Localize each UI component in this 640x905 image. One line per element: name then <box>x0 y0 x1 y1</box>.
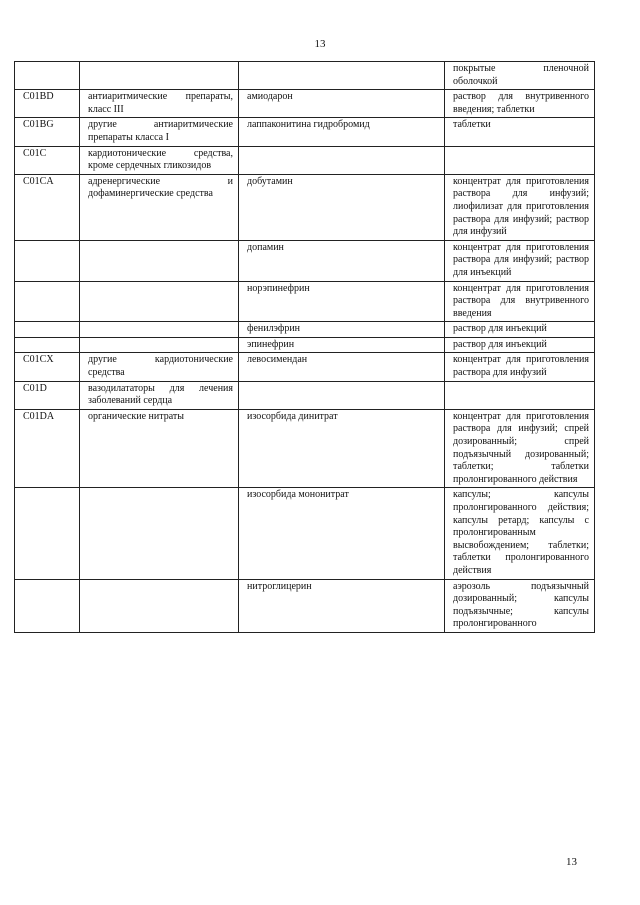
dosage-form-cell: аэрозоль подъязычный дозированный; капсулы подъязычные; капсулы пролонгированного <box>445 579 595 632</box>
dosage-form-cell: таблетки <box>445 118 595 146</box>
atc-code-cell <box>15 62 80 90</box>
drug-name-cell: лаппаконитина гидробромид <box>239 118 445 146</box>
group-name-cell: органические нитраты <box>80 409 239 488</box>
drug-table-body <box>15 62 595 633</box>
atc-code-cell: C01C <box>15 146 80 174</box>
group-name-cell <box>80 579 239 632</box>
dosage-form-cell: раствор для инъекций <box>445 322 595 338</box>
group-name-cell: антиаритмические препараты, класс III <box>80 90 239 118</box>
table-row <box>15 174 595 240</box>
atc-code-cell: C01BG <box>15 118 80 146</box>
drug-name-cell: добутамин <box>239 174 445 240</box>
table-row <box>15 579 595 632</box>
drug-name-cell: амиодарон <box>239 90 445 118</box>
table-row <box>15 62 595 90</box>
drug-table <box>14 61 595 633</box>
drug-name-cell: эпинефрин <box>239 337 445 353</box>
group-name-cell <box>80 281 239 322</box>
drug-name-cell <box>239 62 445 90</box>
atc-code-cell: C01CX <box>15 353 80 381</box>
table-row <box>15 240 595 281</box>
atc-code-cell: C01BD <box>15 90 80 118</box>
group-name-cell <box>80 62 239 90</box>
table-row <box>15 337 595 353</box>
group-name-cell <box>80 337 239 353</box>
drug-name-cell <box>239 381 445 409</box>
dosage-form-cell: капсулы; капсулы пролонгированного действия; капсулы ретард; капсулы с пролонгированным высвобождением; таблетки; таблетки пролонгированного действия <box>445 488 595 579</box>
page-number-bottom: 13 <box>566 856 577 868</box>
atc-code-cell <box>15 579 80 632</box>
table-row <box>15 488 595 579</box>
table-row <box>15 353 595 381</box>
dosage-form-cell <box>445 381 595 409</box>
dosage-form-cell: концентрат для приготовления раствора для инфузий; лиофилизат для приготовления раствора для инфузий; раствор для инфузий <box>445 174 595 240</box>
drug-name-cell: фенилэфрин <box>239 322 445 338</box>
atc-code-cell: C01D <box>15 381 80 409</box>
dosage-form-cell: покрытые пленочной оболочкой <box>445 62 595 90</box>
drug-name-cell <box>239 146 445 174</box>
table-row <box>15 381 595 409</box>
page-number-top: 13 <box>314 38 326 50</box>
dosage-form-cell <box>445 146 595 174</box>
atc-code-cell <box>15 322 80 338</box>
group-name-cell <box>80 322 239 338</box>
dosage-form-cell: раствор для инъекций <box>445 337 595 353</box>
group-name-cell: вазодилататоры для лечения заболеваний сердца <box>80 381 239 409</box>
group-name-cell <box>80 240 239 281</box>
dosage-form-cell: раствор для внутривенного введения; таблетки <box>445 90 595 118</box>
atc-code-cell <box>15 240 80 281</box>
table-row <box>15 90 595 118</box>
drug-name-cell: левосимендан <box>239 353 445 381</box>
group-name-cell: адренергические и дофаминергические средства <box>80 174 239 240</box>
group-name-cell <box>80 488 239 579</box>
drug-name-cell: допамин <box>239 240 445 281</box>
dosage-form-cell: концентрат для приготовления раствора для внутривенного введения <box>445 281 595 322</box>
atc-code-cell: C01CA <box>15 174 80 240</box>
dosage-form-cell: концентрат для приготовления раствора для инфузий; спрей дозированный; спрей подъязычный дозированный; таблетки; таблетки пролонгированного действия <box>445 409 595 488</box>
drug-name-cell: нитроглицерин <box>239 579 445 632</box>
drug-name-cell: изосорбида динитрат <box>239 409 445 488</box>
table-row <box>15 409 595 488</box>
group-name-cell: другие антиаритмические препараты класса I <box>80 118 239 146</box>
dosage-form-cell: концентрат для приготовления раствора для инфузий <box>445 353 595 381</box>
group-name-cell: кардиотонические средства, кроме сердечных гликозидов <box>80 146 239 174</box>
drug-name-cell: норэпинефрин <box>239 281 445 322</box>
group-name-cell: другие кардиотонические средства <box>80 353 239 381</box>
atc-code-cell: C01DA <box>15 409 80 488</box>
table-row <box>15 146 595 174</box>
table-row <box>15 118 595 146</box>
table-row <box>15 322 595 338</box>
atc-code-cell <box>15 488 80 579</box>
dosage-form-cell: концентрат для приготовления раствора для инфузий; раствор для инъекций <box>445 240 595 281</box>
atc-code-cell <box>15 337 80 353</box>
drug-name-cell: изосорбида мононитрат <box>239 488 445 579</box>
atc-code-cell <box>15 281 80 322</box>
table-row <box>15 281 595 322</box>
